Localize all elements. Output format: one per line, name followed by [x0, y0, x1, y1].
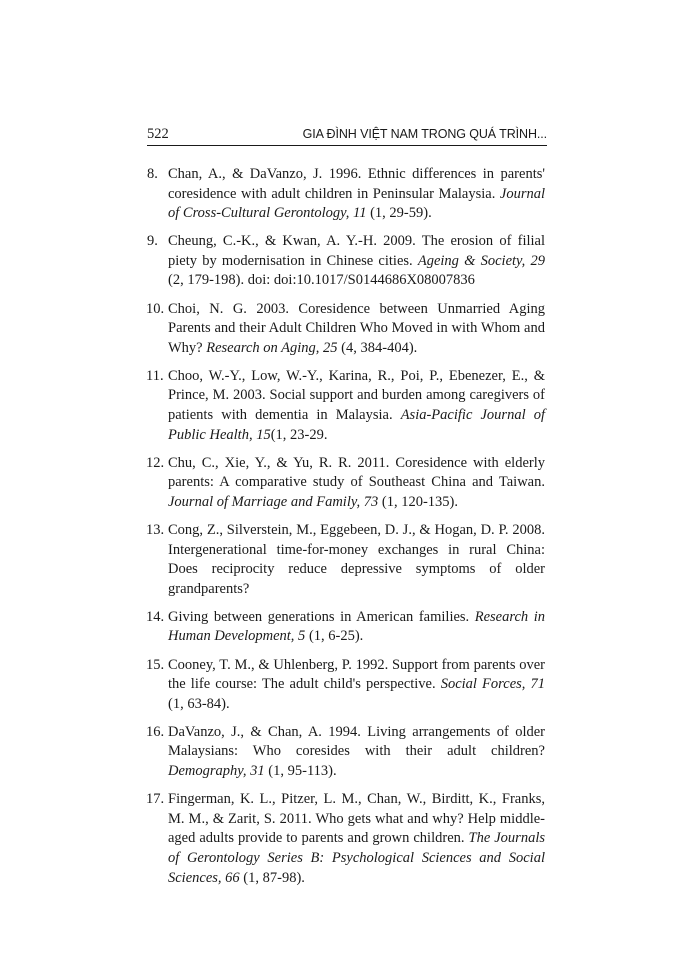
reference-item	[147, 300, 545, 359]
reference-number: 17.	[146, 791, 165, 808]
reference-number: 13.	[146, 522, 165, 538]
reference-source: The Journals of Gerontology Series B: Psychological Sciences and Social Sciences, 66	[168, 830, 545, 886]
reference-text: Cong, Z., Silverstein, M., Eggebeen, D. J., & Hogan, D. P. 2008. Intergenerational time-for-money exchanges in rural China: Does reciprocity reduce depressive symptoms of older grandparents?	[168, 522, 545, 597]
reference-item	[147, 165, 545, 224]
reference-text: Giving between generations in American families.	[168, 608, 475, 625]
reference-text: (1, 87-98).	[239, 869, 305, 886]
reference-item	[147, 367, 545, 445]
reference-text: Chan, A., & DaVanzo, J. 1996. Ethnic differences in parents' coresidence with adult children in Peninsular Malaysia.	[168, 166, 545, 202]
reference-number: 14.	[146, 608, 165, 625]
reference-number: 11.	[146, 367, 164, 384]
reference-text: (1, 6-25).	[305, 628, 364, 645]
reference-text: (4, 384-404).	[337, 339, 418, 356]
reference-text: (1, 63-84).	[168, 695, 230, 712]
page-number: 522	[147, 126, 169, 142]
reference-item	[147, 608, 545, 647]
reference-source: Research on Aging, 25	[206, 339, 338, 356]
reference-text: (1, 95-113).	[264, 763, 337, 780]
page-header	[147, 122, 547, 146]
reference-text: Choo, W.-Y., Low, W.-Y., Karina, R., Poi, P., Ebenezer, E., & Prince, M. 2003. Social support and burden among caregivers of patients with dementia in Malaysia.	[168, 367, 545, 424]
reference-source: Journal of Marriage and Family, 73	[168, 493, 379, 510]
reference-text: Cooney, T. M., & Uhlenberg, P. 1992. Support from parents over the life course: The adult child's perspective.	[168, 656, 545, 693]
reference-text: Cheung, C.-K., & Kwan, A. Y.-H. 2009. The erosion of filial piety by modernisation in Chinese cities.	[168, 233, 545, 269]
reference-item	[147, 232, 545, 291]
reference-number: 10.	[146, 300, 165, 317]
reference-number: 16.	[146, 723, 165, 740]
reference-source: Ageing & Society, 29	[417, 252, 545, 269]
reference-list	[147, 165, 545, 897]
reference-item	[147, 790, 545, 888]
reference-text: (2, 179-198). doi: doi:10.1017/S0144686X08007836	[168, 272, 475, 289]
reference-number: 12.	[146, 454, 165, 471]
reference-text: (1, 29-59).	[366, 205, 432, 222]
reference-number: 9.	[147, 233, 158, 250]
reference-text: Choi, N. G. 2003. Coresidence between Unmarried Aging Parents and their Adult Children Who Moved in with Whom and Why?	[168, 300, 545, 356]
reference-item	[147, 656, 545, 715]
reference-number: 8.	[147, 166, 158, 182]
reference-text: (1, 23-29.	[270, 426, 328, 443]
running-title: GIA ĐÌNH VIỆT NAM TRONG QUÁ TRÌNH...	[302, 127, 547, 141]
reference-text: Fingerman, K. L., Pitzer, L. M., Chan, W., Birditt, K., Franks, M. M., & Zarit, S. 2011. Who gets what and why? Help middle-aged adults provide to parents and grown children.	[168, 791, 545, 847]
reference-item	[147, 454, 545, 513]
reference-source: Asia-Pacific Journal of Public Health, 15	[168, 407, 546, 443]
reference-item	[147, 723, 545, 782]
reference-source: Research in Human Development, 5	[168, 608, 545, 645]
reference-item	[147, 521, 545, 599]
reference-source: Social Forces, 71	[440, 676, 545, 693]
reference-source: Journal of Cross-Cultural Gerontology, 11	[168, 185, 545, 222]
reference-number: 15.	[146, 656, 165, 673]
reference-text: Chu, C., Xie, Y., & Yu, R. R. 2011. Coresidence with elderly parents: A comparative study of Southeast China and Taiwan.	[168, 454, 545, 491]
reference-text: DaVanzo, J., & Chan, A. 1994. Living arrangements of older Malaysians: Who coresides with their adult children?	[168, 723, 545, 760]
header-rule	[147, 145, 547, 146]
reference-source: Demography, 31	[168, 763, 265, 780]
reference-text: (1, 120-135).	[378, 493, 458, 510]
